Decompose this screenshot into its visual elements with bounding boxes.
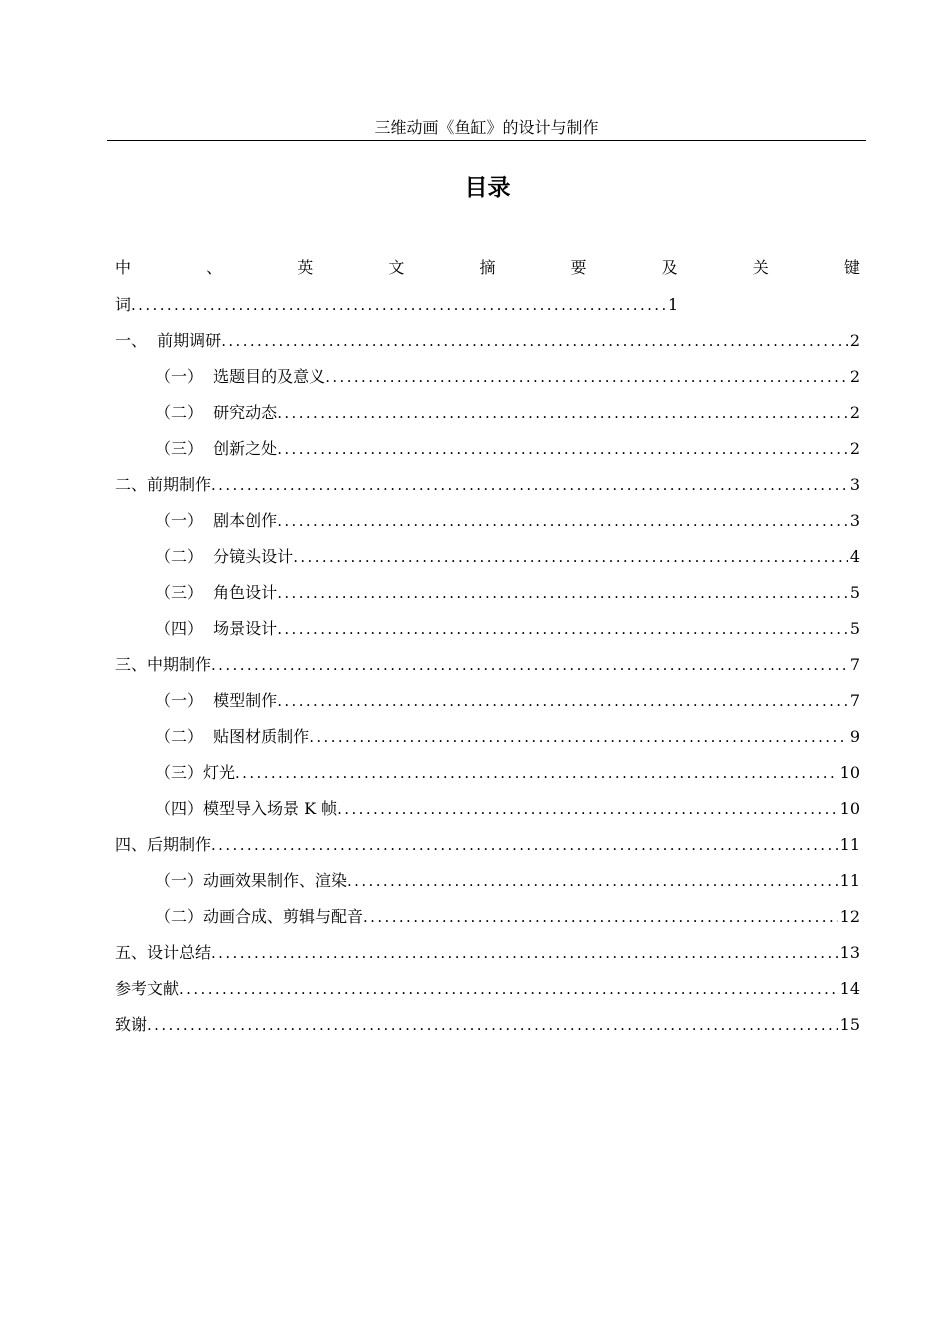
toc-entry[interactable] <box>115 939 860 975</box>
toc-entry[interactable] <box>115 327 860 363</box>
toc-entry-page: 13 <box>839 943 860 962</box>
toc-dot-leader <box>235 759 838 787</box>
toc-entry-label: 四、后期制作 <box>115 835 212 854</box>
toc-entry-label: （三） 创新之处 <box>155 439 278 458</box>
toc-spread-char: 要 <box>570 258 587 277</box>
toc-spread-char: 英 <box>297 258 314 277</box>
toc-entry-label: （二） 分镜头设计 <box>155 547 294 566</box>
toc-entry-label: 二、前期制作 <box>115 475 212 494</box>
toc-spread-char: 键 <box>843 258 860 277</box>
toc-dot-leader <box>309 723 848 751</box>
toc-entry[interactable] <box>115 435 860 471</box>
toc-entry-page: 9 <box>849 727 860 746</box>
toc-entry-spread-line <box>115 255 860 281</box>
toc-dot-leader <box>277 579 848 607</box>
toc-entry[interactable] <box>115 579 860 615</box>
toc-list <box>115 291 860 1047</box>
toc-entry[interactable] <box>115 543 860 579</box>
toc-dot-leader <box>211 831 838 859</box>
toc-entry[interactable] <box>115 903 860 939</box>
toc-entry-label: 词 <box>115 295 132 314</box>
header-rule <box>107 140 866 141</box>
toc-spread-char: 、 <box>206 258 223 277</box>
toc-entry[interactable] <box>115 867 860 903</box>
toc-dot-leader <box>211 651 848 679</box>
toc-entry-label: （四） 场景设计 <box>155 619 278 638</box>
toc-entry-page: 7 <box>849 691 860 710</box>
toc-entry-page: 3 <box>849 475 860 494</box>
toc-entry[interactable] <box>115 615 860 651</box>
toc-entry-page: 2 <box>849 331 860 350</box>
toc-entry-page: 2 <box>849 439 860 458</box>
toc-dot-leader <box>277 435 848 463</box>
toc-entry-page: 11 <box>839 871 860 890</box>
toc-entry-page: 2 <box>849 367 860 386</box>
toc-dot-leader <box>277 399 848 427</box>
toc-entry-label: （三） 角色设计 <box>155 583 278 602</box>
toc-entry-page: 4 <box>849 547 860 566</box>
toc-entry-label: （二）动画合成、剪辑与配音 <box>155 907 364 926</box>
toc-entry-label: 三、中期制作 <box>115 655 212 674</box>
toc-entry[interactable] <box>115 291 860 327</box>
toc-spread-char: 摘 <box>479 258 496 277</box>
toc-dot-leader <box>277 615 848 643</box>
toc-dot-leader <box>347 867 838 895</box>
toc-entry-label: （三）灯光 <box>155 763 236 782</box>
toc-entry[interactable] <box>115 471 860 507</box>
toc-entry-page: 5 <box>849 619 860 638</box>
toc-dot-leader <box>211 939 838 967</box>
toc-dot-leader <box>277 687 848 715</box>
toc-entry[interactable] <box>115 399 860 435</box>
toc-entry[interactable] <box>115 975 860 1011</box>
toc-entry[interactable] <box>115 1011 860 1047</box>
toc-entry[interactable] <box>115 363 860 399</box>
toc-entry-label: （二） 研究动态 <box>155 403 278 422</box>
toc-entry-page: 1 <box>668 295 679 314</box>
toc-spread-char: 中 <box>115 258 132 277</box>
toc-entry-label: （一） 选题目的及意义 <box>155 367 326 386</box>
toc-entry[interactable] <box>115 759 860 795</box>
toc-entry-page: 2 <box>849 403 860 422</box>
toc-entry-abstract-keywords[interactable] <box>115 255 860 281</box>
toc-entry-page: 14 <box>839 979 860 998</box>
toc-entry-label: 五、设计总结 <box>115 943 212 962</box>
toc-entry-page: 12 <box>839 907 860 926</box>
toc-entry-page: 15 <box>839 1015 860 1034</box>
toc-entry-label: （四）模型导入场景 K 帧 <box>155 799 338 818</box>
toc-entry-page: 11 <box>839 835 860 854</box>
toc-spread-char: 文 <box>388 258 405 277</box>
toc-title: 目录 <box>464 175 511 201</box>
toc-entry-label: 一、 前期调研 <box>115 331 222 350</box>
toc-entry-label: 致谢 <box>115 1015 148 1034</box>
toc-dot-leader <box>293 543 848 571</box>
toc-entry[interactable] <box>115 723 860 759</box>
toc-entry-label: （一） 剧本创作 <box>155 511 278 530</box>
toc-entry-page: 10 <box>839 799 860 818</box>
toc-entry[interactable] <box>115 831 860 867</box>
toc-entry-label: （一）动画效果制作、渲染 <box>155 871 348 890</box>
toc-entry-page: 10 <box>839 763 860 782</box>
toc-entry[interactable] <box>115 795 860 831</box>
toc-entry-page: 3 <box>849 511 860 530</box>
toc-entry[interactable] <box>115 507 860 543</box>
toc-dot-leader <box>131 291 666 319</box>
toc-dot-leader <box>337 795 838 823</box>
toc-dot-leader <box>179 975 838 1003</box>
toc-entry-label: （二） 贴图材质制作 <box>155 727 310 746</box>
toc-dot-leader <box>325 363 848 391</box>
toc-entry-page: 7 <box>849 655 860 674</box>
toc-entry[interactable] <box>115 651 860 687</box>
toc-spread-char: 关 <box>752 258 769 277</box>
toc-dot-leader <box>147 1011 838 1039</box>
toc-entry-label: 参考文献 <box>115 979 180 998</box>
toc-dot-leader <box>221 327 848 355</box>
running-header: 三维动画《鱼缸》的设计与制作 <box>374 118 599 137</box>
toc-dot-leader <box>211 471 848 499</box>
toc-spread-char: 及 <box>661 258 678 277</box>
toc-entry-page: 5 <box>849 583 860 602</box>
toc-dot-leader <box>363 903 838 931</box>
toc-entry-label: （一） 模型制作 <box>155 691 278 710</box>
toc-dot-leader <box>277 507 848 535</box>
toc-entry[interactable] <box>115 687 860 723</box>
